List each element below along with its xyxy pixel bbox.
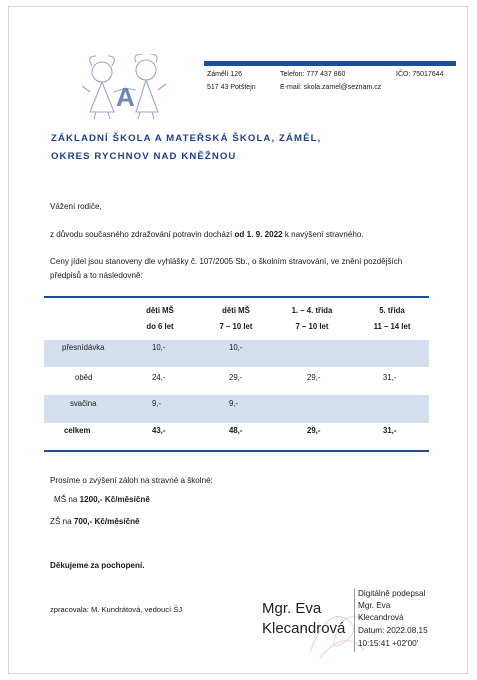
deposit-ms-label: MŠ na [54, 495, 80, 504]
logo-letter: A [116, 82, 135, 112]
row4-col3: 29,- [307, 426, 321, 435]
school-logo [80, 54, 170, 120]
deposit-zs-amount: 700,- Kč/měsíčně [73, 517, 140, 526]
school-name-line1: ZÁKLADNÍ ŠKOLA A MATEŘSKÁ ŠKOLA, ZÁMĚL, [51, 133, 322, 144]
header-col4-line1: 5. třída [379, 306, 405, 315]
row3-col2: 9,- [229, 399, 239, 408]
row4-col4: 31,- [383, 426, 397, 435]
school-name-line2: OKRES RYCHNOV NAD KNĚŽNOU [51, 151, 237, 162]
header-col2-line1: děti MŠ [222, 306, 250, 315]
signature-name-line2: Klecandrová [262, 620, 346, 637]
digital-sign-line3: Klecandrová [358, 613, 404, 622]
row2-col3: 29,- [307, 373, 321, 382]
header-col1-line2: do 6 let [146, 322, 174, 331]
paragraph-2-line2: předpisů a to následovně: [50, 271, 143, 280]
signature-divider [354, 588, 355, 652]
table-bottom-rule [44, 450, 429, 452]
address-line1: Zámělí 126 [207, 71, 243, 78]
deposit-ms-amount: 1200,- Kč/měsíčně [79, 495, 150, 504]
row-label-snack: přesnídávka [62, 343, 105, 352]
row2-col2: 29,- [229, 373, 243, 382]
digital-sign-line1: Digitálně podepsal [358, 589, 426, 598]
deposit-zs-label: ZŠ na [50, 517, 74, 526]
prepared-by: zpracovala: M. Kundrátová, vedoucí ŠJ [50, 605, 183, 614]
header-col3-line2: 7 – 10 let [295, 322, 329, 331]
header-col4-line2: 11 – 14 let [373, 322, 411, 331]
ico: IČO: 75017644 [396, 71, 444, 78]
deposit-ms [54, 495, 150, 504]
row4-col2: 48,- [229, 426, 243, 435]
paragraph-1-end: k navýšení stravného. [282, 230, 364, 239]
header-bar [204, 61, 456, 66]
digital-sign-line2: Mgr. Eva [358, 601, 391, 610]
email: E-mail: skola.zamel@seznam.cz [280, 84, 382, 91]
row-label-afternoon-snack: svačina [70, 399, 97, 408]
address-line2: 517 43 Potštejn [207, 84, 256, 91]
row1-col1: 10,- [152, 343, 166, 352]
greeting: Vážení rodiče, [50, 202, 102, 211]
row1-col2: 10,- [229, 343, 243, 352]
digital-sign-time: 10:15:41 +02'00' [358, 639, 419, 648]
digital-sign-date: Datum: 2022.08.15 [358, 626, 428, 635]
paragraph-2-line1: Ceny jídel jsou stanoveny dle vyhlášky č. 107/2005 Sb., o školním stravování, ve znění pozdějších [50, 257, 403, 266]
header-col1-line1: děti MŠ [146, 306, 174, 315]
row4-col1: 43,- [152, 426, 166, 435]
header-col2-line2: 7 – 10 let [219, 322, 253, 331]
deposit-zs [50, 517, 140, 526]
header-col3-line1: 1. – 4. třída [291, 306, 333, 315]
row2-col1: 24,- [152, 373, 166, 382]
signature-name-line1: Mgr. Eva [262, 600, 322, 617]
paragraph-1 [50, 230, 364, 239]
deposits-intro: Prosíme o zvýšení záloh na stravné a školné: [50, 476, 213, 485]
thanks: Děkujeme za pochopení. [50, 561, 145, 570]
row2-col4: 31,- [383, 373, 397, 382]
effective-date: od 1. 9. 2022 [234, 230, 283, 239]
paragraph-1-text: z důvodu současného zdražování potravin dochází [50, 230, 235, 239]
row-label-lunch: oběd [75, 373, 93, 382]
table-top-rule [44, 296, 429, 298]
phone: Telefon: 777 437 860 [280, 71, 346, 78]
row-label-total: celkem [64, 426, 91, 435]
row3-col1: 9,- [152, 399, 162, 408]
